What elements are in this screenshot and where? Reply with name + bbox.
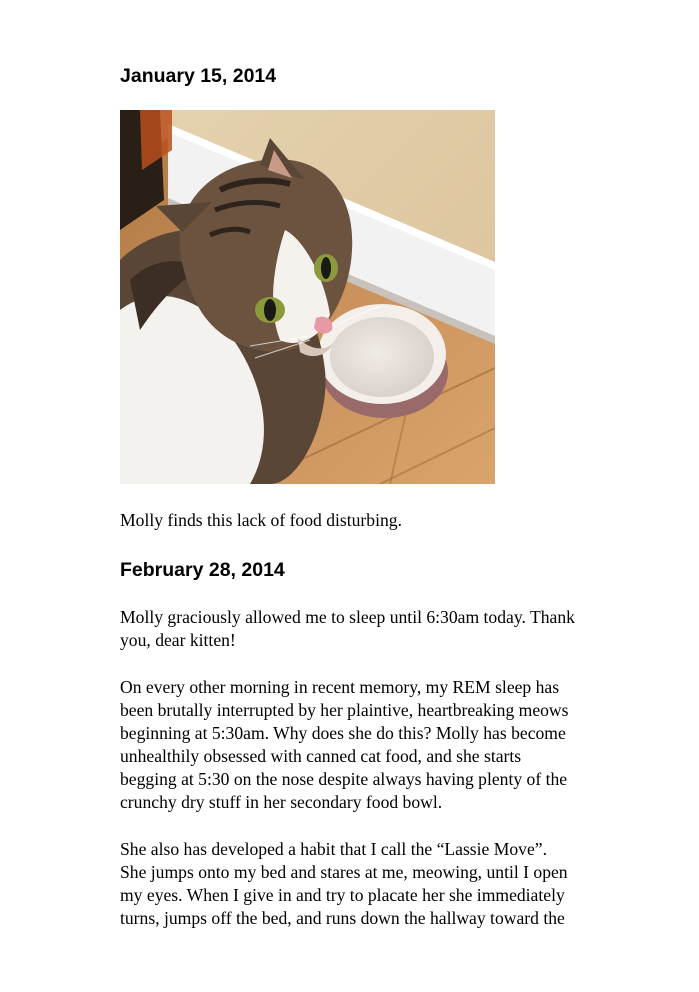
entry-paragraph <box>120 676 650 814</box>
text-line: begging at 5:30 on the nose despite always having plenty of the <box>120 769 568 789</box>
text-line: unhealthily obsessed with canned cat food, and she starts <box>120 746 522 766</box>
text-line: been brutally interrupted by her plaintive, heartbreaking meows <box>120 700 569 720</box>
text-line: On every other morning in recent memory, my REM sleep has <box>120 677 560 697</box>
text-line: She jumps onto my bed and stares at me, meowing, until I open <box>120 862 568 882</box>
text-line: my eyes. When I give in and try to placate her she immediately <box>120 885 565 905</box>
photo-caption: Molly finds this lack of food disturbing. <box>120 510 402 530</box>
entry-date-heading: February 28, 2014 <box>120 559 285 581</box>
text-line: turns, jumps off the bed, and runs down the hallway toward the <box>120 908 565 928</box>
cat-photo <box>120 110 495 484</box>
text-line: Molly graciously allowed me to sleep until 6:30am today. Thank <box>120 607 575 627</box>
entry-paragraph <box>120 606 650 652</box>
text-line: She also has developed a habit that I call the “Lassie Move”. <box>120 839 547 859</box>
entry-date-heading: January 15, 2014 <box>120 65 277 87</box>
text-line: you, dear kitten! <box>120 630 236 650</box>
text-line: crunchy dry stuff in her secondary food bowl. <box>120 792 443 812</box>
entry-paragraph <box>120 838 650 930</box>
text-line: beginning at 5:30am. Why does she do this? Molly has become <box>120 723 566 743</box>
